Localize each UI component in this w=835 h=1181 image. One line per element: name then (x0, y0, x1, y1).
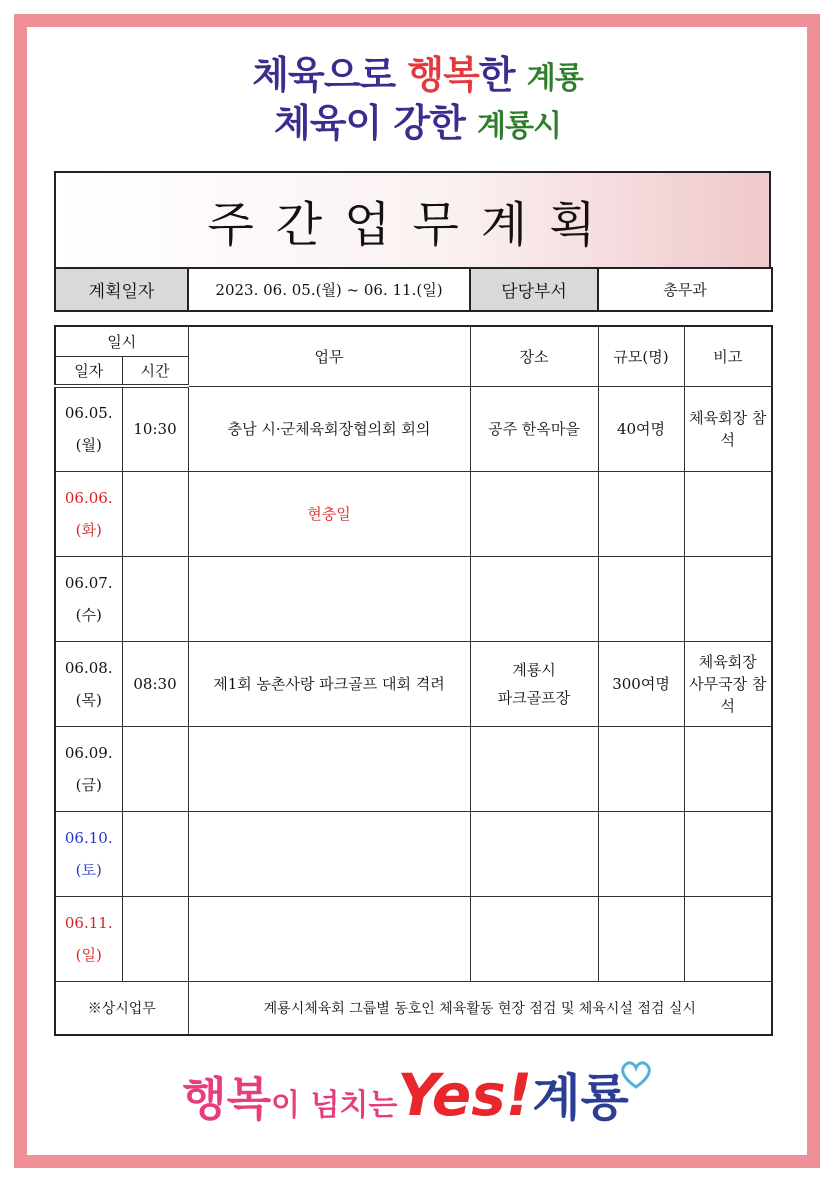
slogan-word: 계룡 (526, 61, 583, 96)
note-cell: 체육회장 사무국장 참석 (684, 641, 772, 726)
task-cell: 충남 시·군체육회장협의회 회의 (188, 386, 470, 471)
scale-cell: 300여명 (598, 641, 684, 726)
header-task: 업무 (188, 326, 470, 386)
table-row (55, 556, 772, 641)
note-cell (684, 812, 772, 897)
date-text: 06.10. (64, 829, 113, 848)
logo-text-happiness: 행복 (182, 1072, 272, 1126)
scale-cell (598, 471, 684, 556)
logo-text-city: 계룡 (532, 1069, 629, 1127)
table-row (55, 386, 772, 471)
header-note: 비고 (684, 326, 772, 386)
table-row (55, 471, 772, 556)
scale-cell (598, 727, 684, 812)
table-row (55, 897, 772, 982)
place-cell (470, 471, 598, 556)
scale-cell (598, 812, 684, 897)
time-cell (122, 812, 188, 897)
time-cell: 08:30 (122, 641, 188, 726)
header-schedule: 일시 (55, 326, 188, 356)
time-cell (122, 471, 188, 556)
date-text: 06.09. (64, 744, 113, 763)
info-table (54, 267, 773, 312)
place-cell (470, 556, 598, 641)
place-cell: 계룡시 파크골프장 (470, 641, 598, 726)
task-cell (188, 727, 470, 812)
dept-label: 담당부서 (470, 268, 598, 311)
logo-text-yes: Yes! (397, 1061, 533, 1129)
day-text: (금) (75, 776, 102, 795)
date-cell (55, 897, 122, 982)
header-scale: 규모(명) (598, 326, 684, 386)
place-cell: 공주 한옥마을 (470, 386, 598, 471)
task-cell (188, 812, 470, 897)
slogan-line-1 (0, 44, 835, 99)
date-cell (55, 556, 122, 641)
task-cell: 제1회 농촌사랑 파크골프 대회 격려 (188, 641, 470, 726)
day-text: (목) (75, 690, 102, 709)
time-cell (122, 727, 188, 812)
regular-task-value: 계룡시체육회 그룹별 동호인 체육활동 현장 점검 및 체육시설 점검 실시 (188, 982, 772, 1035)
header-date: 일자 (55, 356, 122, 386)
date-text: 06.08. (64, 658, 113, 677)
date-cell (55, 641, 122, 726)
note-cell (684, 471, 772, 556)
date-text: 06.06. (64, 488, 113, 507)
time-cell (122, 897, 188, 982)
slogan-word: 체육 (274, 101, 346, 145)
day-text: (일) (75, 946, 102, 965)
logo-text-overflowing: 이 넘치는 (271, 1088, 398, 1123)
slogan-word: 이 강한 (345, 101, 478, 145)
time-cell (122, 556, 188, 641)
task-cell (188, 897, 470, 982)
plan-date-label: 계획일자 (55, 268, 188, 311)
plan-date-value: 2023. 06. 05.(월) ~ 06. 11.(일) (188, 268, 470, 311)
note-cell (684, 556, 772, 641)
day-text: (토) (75, 861, 102, 880)
header-time: 시간 (122, 356, 188, 386)
table-row (55, 812, 772, 897)
date-text: 06.11. (64, 914, 113, 933)
slogan-word: 행복 (407, 53, 479, 97)
date-text: 06.05. (64, 404, 113, 423)
table-row (55, 641, 772, 726)
place-cell (470, 812, 598, 897)
slogan-word: 체육 (252, 53, 324, 97)
note-cell: 체육회장 참석 (684, 386, 772, 471)
table-row (55, 727, 772, 812)
place-cell (470, 727, 598, 812)
heart-icon (619, 1060, 653, 1094)
date-cell (55, 471, 122, 556)
task-cell: 현충일 (188, 471, 470, 556)
slogan-word: 으로 (323, 53, 408, 97)
bottom-slogan-logo (0, 1058, 835, 1130)
slogan-word: 계룡시 (477, 109, 561, 144)
note-cell (684, 897, 772, 982)
date-cell (55, 386, 122, 471)
scale-cell (598, 556, 684, 641)
date-text: 06.07. (64, 573, 113, 592)
day-text: (수) (75, 605, 102, 624)
title-box (54, 171, 771, 269)
day-text: (화) (75, 520, 102, 539)
scale-cell (598, 897, 684, 982)
task-cell (188, 556, 470, 641)
date-cell (55, 727, 122, 812)
dept-value: 총무과 (598, 268, 772, 311)
date-cell (55, 812, 122, 897)
slogan-word: 한 (478, 53, 527, 97)
regular-task-label: ※상시업무 (55, 982, 188, 1035)
place-cell (470, 897, 598, 982)
schedule-table (54, 325, 773, 1036)
time-cell: 10:30 (122, 386, 188, 471)
header-place: 장소 (470, 326, 598, 386)
day-text: (월) (75, 436, 102, 455)
scale-cell: 40여명 (598, 386, 684, 471)
page-title: 주간업무계획 (207, 196, 618, 253)
note-cell (684, 727, 772, 812)
regular-task-row (55, 982, 772, 1035)
slogan-line-2 (0, 92, 835, 147)
